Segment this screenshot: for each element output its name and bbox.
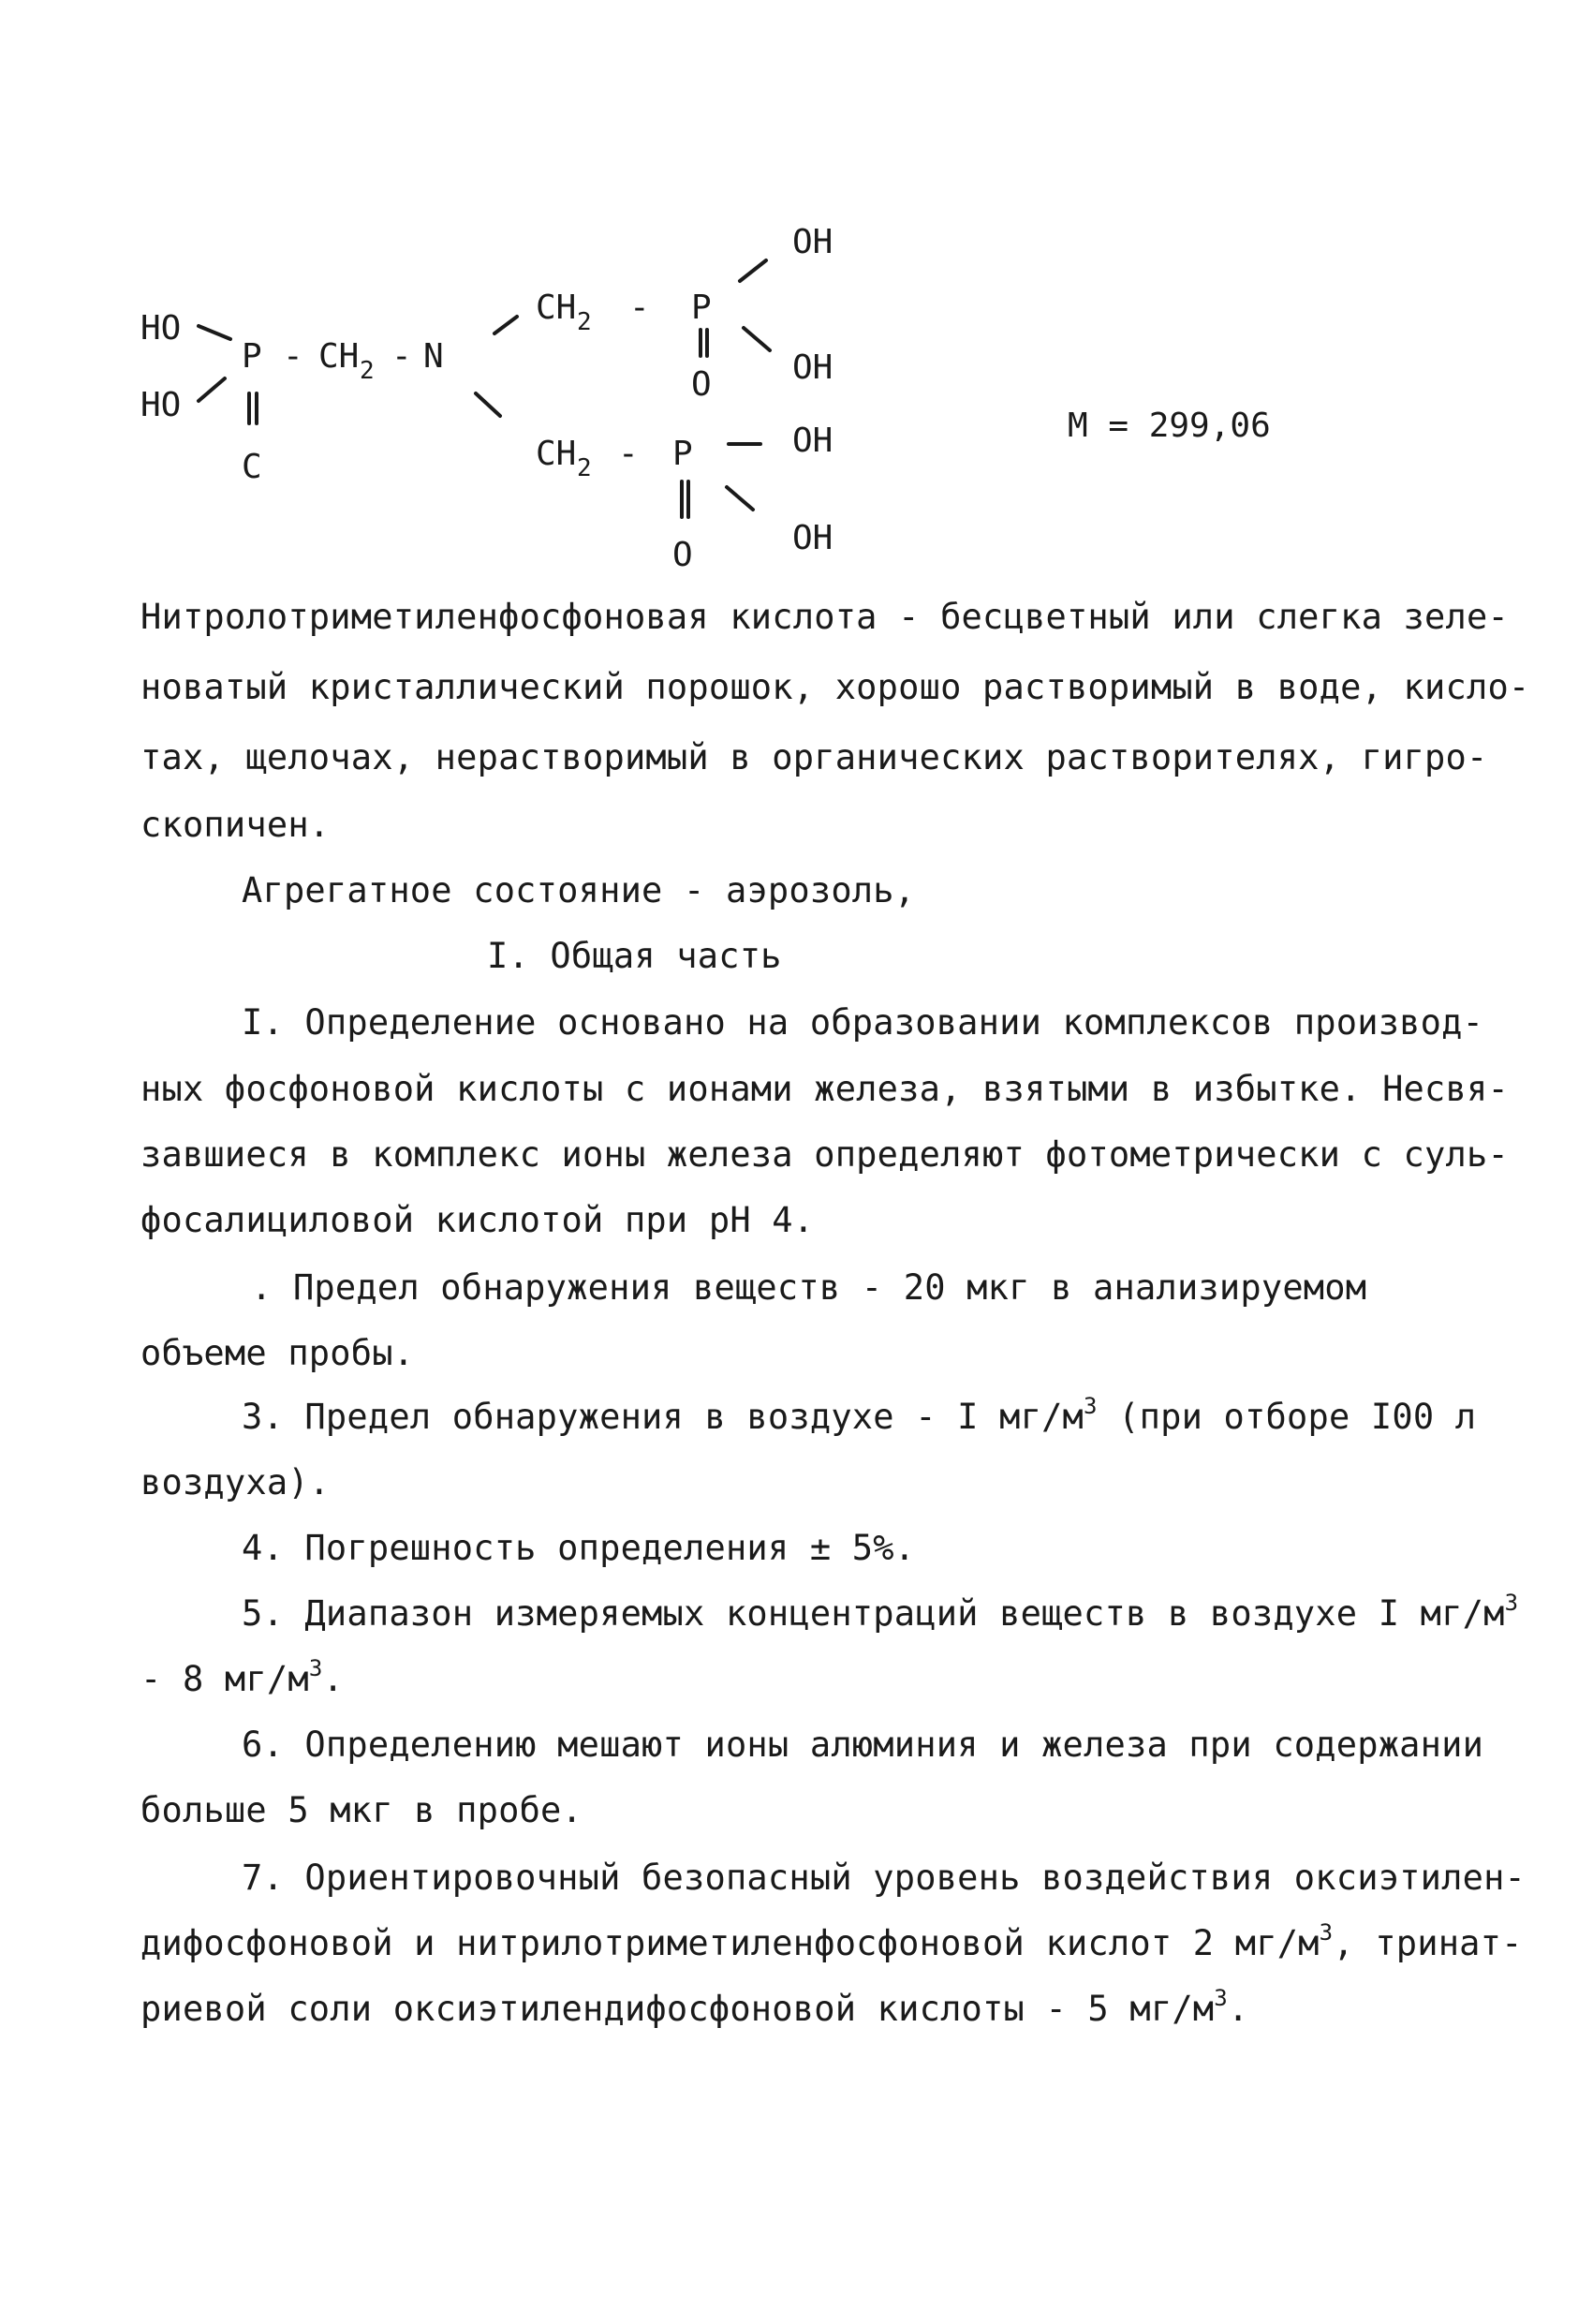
- paragraph-1-line: завшиеся в комплекс ионы железа определяют фотометрически с суль-: [140, 1134, 1509, 1175]
- formula-oh-1: OH: [792, 223, 833, 261]
- formula-p-upper: P: [691, 289, 712, 327]
- bond-line: [199, 326, 230, 339]
- formula-o-upper: O: [691, 365, 712, 404]
- paragraph-1-line: I. Определение основано на образовании комплексов производ-: [242, 1002, 1484, 1043]
- formula-sub-left: 2: [360, 357, 375, 385]
- paragraph-2-line: объеме пробы.: [140, 1333, 415, 1373]
- formula-n: N: [423, 337, 444, 376]
- description-line: тах, щелочах, нерастворимый в органических растворителях, гигро-: [140, 737, 1488, 777]
- description-line: скопичен.: [140, 805, 331, 845]
- paragraph-2-line: . Предел обнаружения веществ - 20 мкг в анализируемом: [251, 1267, 1367, 1308]
- bond-line: [727, 487, 753, 510]
- paragraph-5-line: 5. Диапазон измеряемых концентраций веществ в воздухе I $мг/м^3$: [242, 1590, 1519, 1634]
- paragraph-3-line: воздуха).: [140, 1462, 331, 1502]
- molar-mass: M = 299,06: [1068, 407, 1271, 445]
- formula-sub-upper: 2: [577, 308, 592, 336]
- bond-line: [476, 393, 500, 416]
- paragraph-7-line: дифосфоновой и нитрилотриметиленфосфоновой кислот 2 $мг/м^3$, тринат-: [140, 1919, 1523, 1963]
- formula-ho-top: HO: [140, 309, 182, 348]
- paragraph-4-line: 4. Погрешность определения ± 5%.: [242, 1528, 916, 1568]
- paragraph-6-line: больше 5 мкг в пробе.: [140, 1790, 583, 1830]
- aggregate-state: Агрегатное состояние - аэрозоль,: [242, 870, 916, 910]
- description-line: Нитролотриметиленфосфоновая кислота - бесцветный или слегка зеле-: [140, 597, 1509, 637]
- formula-p-left: P: [242, 337, 262, 376]
- paragraph-6-line: 6. Определению мешают ионы алюминия и железа при содержании: [242, 1724, 1484, 1765]
- paragraph-1-line: ных фосфоновой кислоты с ионами железа, взятыми в избытке. Несвя-: [140, 1069, 1509, 1109]
- formula-dash: -: [618, 435, 639, 473]
- formula-o-lower: O: [672, 536, 693, 574]
- paragraph-7-line: риевой соли оксиэтилендифосфоновой кислоты - 5 $мг/м^3$.: [140, 1985, 1249, 2029]
- formula-oh-3: OH: [792, 422, 833, 460]
- paragraph-1-line: фосалициловой кислотой при pH 4.: [140, 1200, 815, 1240]
- paragraph-5-line: - 8 $мг/м^3$.: [140, 1655, 344, 1699]
- bond-line: [744, 328, 770, 350]
- formula-ch-upper: CH: [536, 289, 577, 327]
- formula-sub-lower: 2: [577, 454, 592, 482]
- formula-dash: -: [283, 337, 303, 376]
- formula-ho-bottom: HO: [140, 386, 182, 424]
- formula-dash: -: [391, 337, 412, 376]
- paragraph-3-line: 3. Предел обнаружения в воздухе - I $мг/м^3$ (при отборе I00 л: [242, 1393, 1477, 1437]
- formula-dash: -: [629, 289, 650, 327]
- bond-line: [199, 378, 225, 401]
- formula-p-lower: P: [672, 435, 693, 473]
- formula-oh-2: OH: [792, 348, 833, 387]
- bond-line: [494, 317, 517, 333]
- formula-c-left: C: [242, 448, 262, 486]
- bond-line: [740, 260, 766, 281]
- formula-ch-left: CH: [318, 337, 360, 376]
- section-title: I. Общая часть: [487, 936, 782, 976]
- description-line: новатый кристаллический порошок, хорошо растворимый в воде, кисло-: [140, 667, 1530, 707]
- paragraph-7-line: 7. Ориентировочный безопасный уровень воздействия оксиэтилен-: [242, 1858, 1527, 1898]
- formula-oh-4: OH: [792, 519, 833, 557]
- formula-ch-lower: CH: [536, 435, 577, 473]
- structural-formula: [0, 0, 1593, 600]
